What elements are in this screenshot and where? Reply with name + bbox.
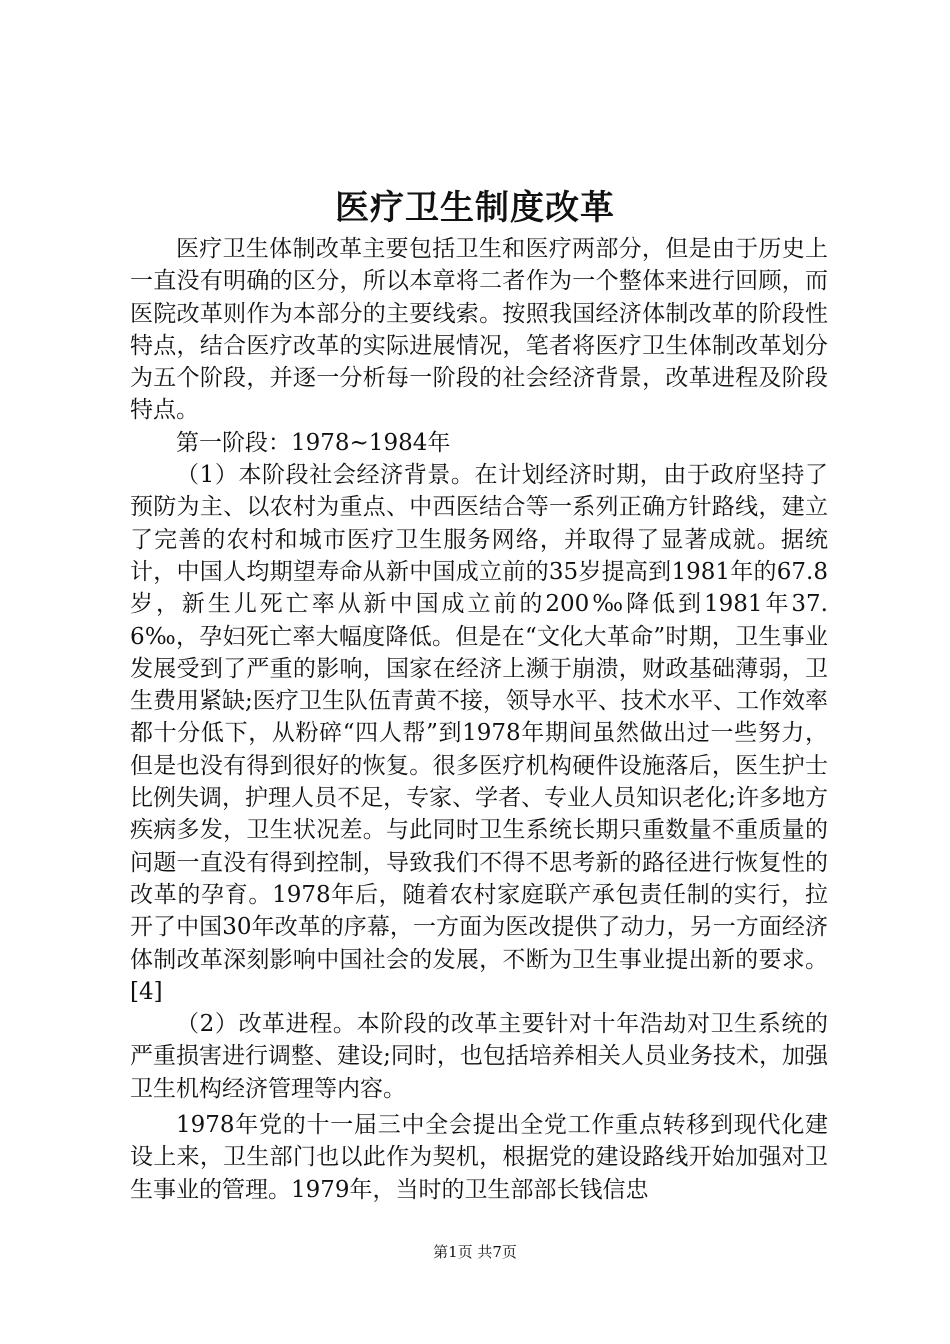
- paragraph-reform-progress: （2）改革进程。本阶段的改革主要针对十年浩劫对卫生系统的严重损害进行调整、建设;同时，也包括培养相关人员业务技术，加强卫生机构经济管理等内容。: [130, 1011, 828, 1102]
- paragraph-stage-one-heading: 第一阶段：1978~1984年: [176, 429, 451, 456]
- page-footer: 第1页 共7页: [433, 1243, 517, 1261]
- document-title: 医疗卫生制度改革: [335, 188, 615, 228]
- paragraph-background: （1）本阶段社会经济背景。在计划经济时期，由于政府坚持了预防为主、以农村为重点、中西医结合等一系列正确方针路线，建立了完善的农村和城市医疗卫生服务网络，并取得了显著成就。据统计，中国人均期望寿命从新中国成立前的35岁提高到1981年的67.8岁，新生儿死亡率从新中国成立前的200‰降低到1981年37.6‰，孕妇死亡率大幅度降低。但是在“文化大革命”时期，卫生事业发展受到了严重的影响，国家在经济上濒于崩溃，财政基础薄弱，卫生费用紧缺;医疗卫生队伍青黄不接，领导水平、技术水平、工作效率都十分低下，从粉碎“四人帮”到1978年期间虽然做出过一些努力，但是也没有得到很好的恢复。很多医疗机构硬件设施落后，医生护士比例失调，护理人员不足，专家、学者、专业人员知识老化;许多地方疾病多发，卫生状况差。与此同时卫生系统长期只重数量不重质量的问题一直没有得到控制，导致我们不得不思考新的路径进行恢复性的改革的孕育。1978年后，随着农村家庭联产承包责任制的实行，拉开了中国30年改革的序幕，一方面为医改提供了动力，另一方面经济体制改革深刻影响中国社会的发展，不断为卫生事业提出新的要求。[4]: [130, 462, 828, 1005]
- document-body: [130, 233, 828, 1206]
- paragraph-intro: 医疗卫生体制改革主要包括卫生和医疗两部分，但是由于历史上一直没有明确的区分，所以本章将二者作为一个整体来进行回顾，而医院改革则作为本部分的主要线索。按照我国经济体制改革的阶段性特点，结合医疗改革的实际进展情况，笔者将医疗卫生体制改革划分为五个阶段，并逐一分析每一阶段的社会经济背景，改革进程及阶段特点。: [130, 236, 828, 424]
- paragraph-1978-plenum: 1978年党的十一届三中全会提出全党工作重点转移到现代化建设上来，卫生部门也以此作为契机，根据党的建设路线开始加强对卫生事业的管理。1979年，当时的卫生部部长钱信忠: [130, 1112, 828, 1203]
